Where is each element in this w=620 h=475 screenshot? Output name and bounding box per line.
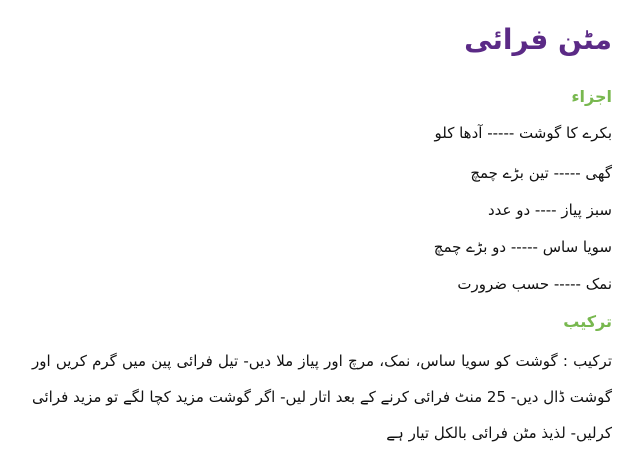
ingredient-item: سبز پیاز ---- دو عدد [487,201,612,219]
recipe-title: مٹن فرائی [464,23,612,56]
method-heading: ترکیب [563,312,612,331]
ingredient-item: نمک ----- حسب ضرورت [457,275,612,293]
ingredient-item: گھی ----- تین بڑے چمچ [470,164,612,182]
method-paragraph: ترکیب : گوشت کو سویا ساس، نمک، مرچ اور پیاز ملا دیں- تیل فرائی پین میں گرم کریں اور گوشت ڈال دیں- 25 منٹ فرائی کرنے کے بعد اتار لیں- اگر گوشت مزید کچا لگے تو مزید فرائی کرلیں- لذیذ مٹن فرائی بالکل تیار ہے [32,352,612,442]
ingredients-heading: اجزاء [571,87,612,106]
ingredient-item: سویا ساس ----- دو بڑے چمچ [433,238,612,256]
ingredient-item: بکرے کا گوشت ----- آدھا کلو [434,124,612,142]
